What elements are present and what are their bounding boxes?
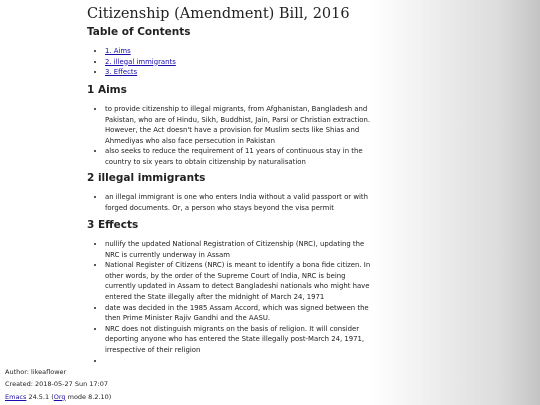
list-item: • an illegal immigrant is one who enters India without a valid passport or with forged documents. Or, a person who stays beyond the visa permit — [105, 192, 377, 213]
list-item: • to provide citizenship to illegal migrants, from Afghanistan, Bangladesh and Pakistan, who are of Hindu, Sikh, Buddhist, Jain, Parsi or Christian extraction. However, the Act doesn't have a provision for Muslim sects like Shias and Ahmediyas who also face persecution in Pakistan — [105, 104, 377, 146]
page-title: Citizenship (Amendment) Bill, 2016 — [87, 6, 350, 22]
toc-list — [87, 46, 377, 78]
created-line — [5, 378, 111, 390]
toc-link-illegal-immigrants[interactable]: 2. illegal immigrants — [105, 57, 176, 66]
illegal-immigrants-list — [87, 192, 377, 213]
section-heading-effects: 3 Effects — [87, 219, 139, 231]
list-item: • National Register of Citizens (NRC) is meant to identify a bona fide citizen. In other words, by the order of the Supreme Court of India, NRC is being currently updated in Assam to detect Bangladeshi nationals who might have entered the State illegally after the midnight of March 24, 1971 — [105, 260, 377, 302]
author-label: Author: — [5, 368, 32, 376]
list-item: • NRC does not distinguish migrants on the basis of religion. It will consider deporting anyone who has entered the State illegally post-March 24, 1971, irrespective of their religion — [105, 324, 377, 356]
toc-link-effects[interactable]: 3. Effects — [105, 68, 138, 77]
section-heading-illegal-immigrants: 2 illegal immigrants — [87, 172, 206, 184]
org-version: mode 8.2.10) — [65, 392, 112, 401]
created-date: 2018-05-27 Sun 17:07 — [34, 380, 108, 389]
list-item: • nullify the updated National Registration of Citizenship (NRC), updating the NRC is currently underway in Assam — [105, 239, 377, 260]
list-item: • date was decided in the 1985 Assam Accord, which was signed between the then Prime Minister Rajiv Gandhi and the AASU. — [105, 303, 377, 324]
list-item: • also seeks to reduce the requirement of 11 years of continuous stay in the country to six years to obtain citizenship by naturalisation — [105, 146, 377, 167]
section-heading-aims: 1 Aims — [87, 84, 127, 96]
postamble — [5, 366, 111, 403]
toc-item — [105, 67, 377, 78]
toc-item — [105, 46, 377, 57]
org-link[interactable]: Org — [53, 392, 66, 401]
created-label: Created: — [5, 380, 35, 389]
emacs-link[interactable]: Emacs — [5, 392, 27, 401]
emacs-version: 24.5.1 ( — [26, 392, 54, 401]
author-line — [5, 366, 111, 378]
effects-list — [87, 239, 377, 366]
toc-item — [105, 57, 377, 68]
toc-link-aims[interactable]: 1. Aims — [105, 47, 131, 55]
toc-heading: Table of Contents — [87, 26, 191, 38]
aims-list — [87, 104, 377, 168]
generator-line — [5, 391, 111, 403]
author-name: likeaflower — [31, 368, 67, 376]
list-item-empty — [105, 356, 377, 367]
